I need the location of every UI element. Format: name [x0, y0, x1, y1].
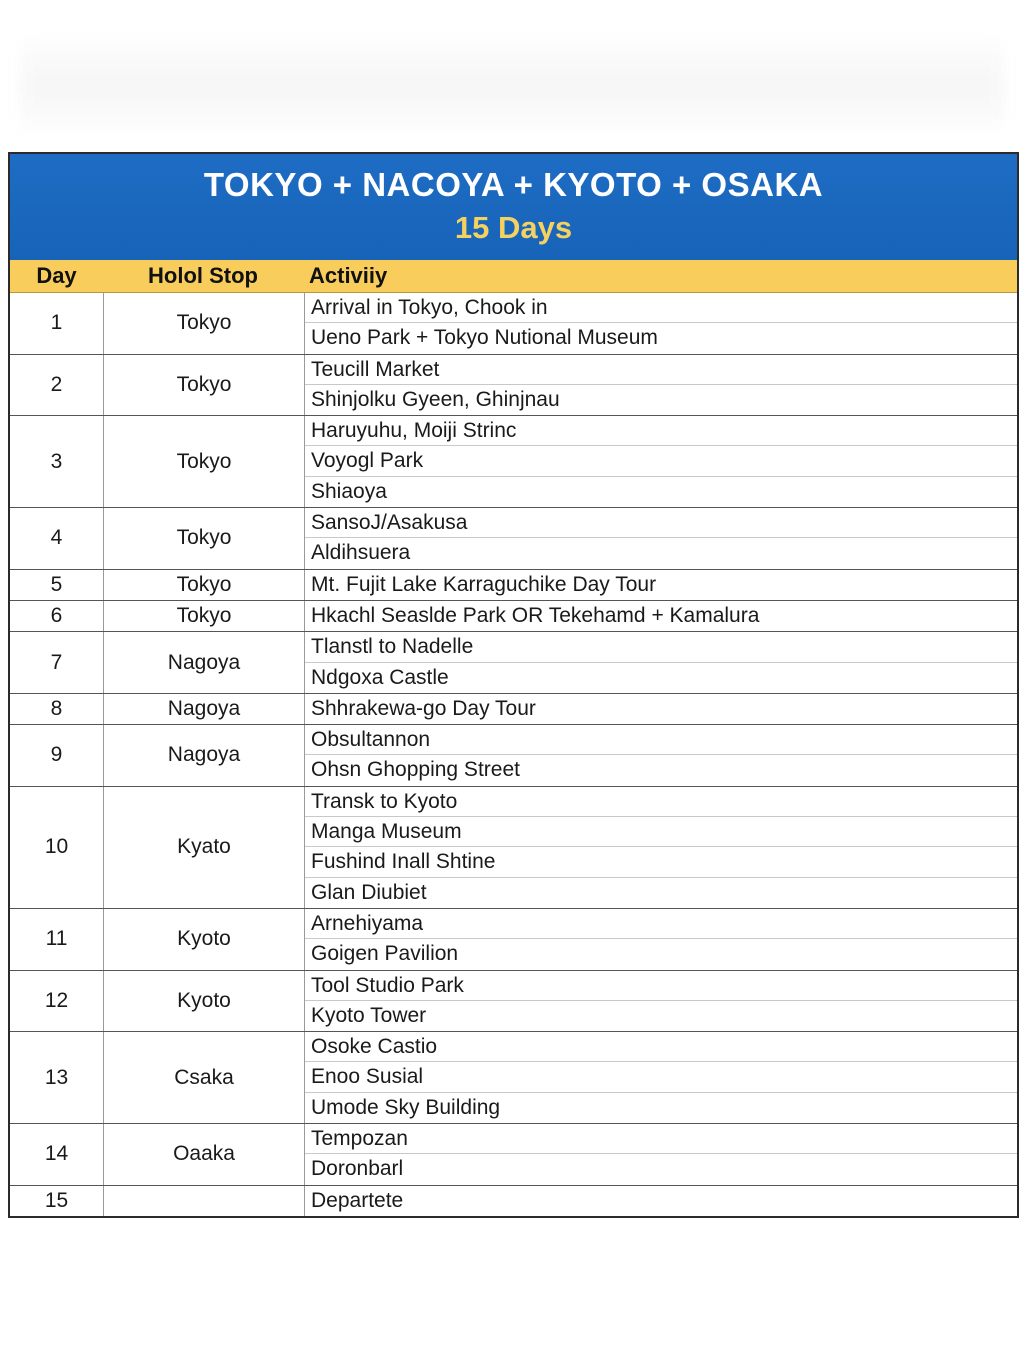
table-row [10, 570, 1017, 601]
activity-line: Haruyuhu, Moiji Strinc [305, 416, 1017, 446]
activity-line: Fushind Inall Shtine [305, 847, 1017, 877]
activity-cell [305, 909, 1017, 970]
day-cell: 14 [10, 1124, 104, 1185]
day-cell: 10 [10, 787, 104, 908]
blurred-heading [20, 40, 1004, 130]
activity-line: Transk to Kyoto [305, 787, 1017, 817]
table-row [10, 601, 1017, 632]
table-row [10, 1124, 1017, 1186]
day-cell: 11 [10, 909, 104, 970]
table-banner [10, 154, 1017, 260]
hotel-cell: Oaaka [104, 1124, 305, 1185]
day-cell: 6 [10, 601, 104, 631]
hotel-cell: Nagoya [104, 725, 305, 786]
table-body [10, 293, 1017, 1216]
activity-cell [305, 293, 1017, 354]
banner-subtitle: 15 Days [454, 210, 573, 245]
hotel-cell: Tokyo [104, 293, 305, 354]
day-cell: 5 [10, 570, 104, 600]
activity-cell [305, 416, 1017, 507]
activity-line: Ndgoxa Castle [311, 665, 449, 689]
activity-line: SansoJ/Asakusa [305, 508, 1017, 538]
day-cell: 4 [10, 508, 104, 569]
table-row [10, 632, 1017, 694]
hotel-cell: Tokyo [104, 355, 305, 416]
activity-line: Glan Diubiet [311, 880, 427, 904]
table-row [10, 971, 1017, 1033]
table-row [10, 1186, 1017, 1216]
hotel-cell: Csaka [104, 1032, 305, 1123]
table-row [10, 725, 1017, 787]
table-row [10, 1032, 1017, 1124]
hotel-cell: Tokyo [104, 570, 305, 600]
activity-line: Teucill Market [305, 355, 1017, 385]
table-row [10, 293, 1017, 355]
activity-line: Arnehiyama [305, 909, 1017, 939]
column-header-day: Day [36, 263, 77, 288]
activity-cell [305, 1186, 1017, 1216]
day-cell: 13 [10, 1032, 104, 1123]
activity-cell [305, 508, 1017, 569]
hotel-cell: Nagoya [104, 632, 305, 693]
activity-line: Shinjolku Gyeen, Ghinjnau [311, 387, 560, 411]
day-cell: 1 [10, 293, 104, 354]
activity-cell [305, 971, 1017, 1032]
hotel-cell: Kyato [104, 787, 305, 908]
activity-line: Goigen Pavilion [311, 942, 459, 966]
column-header-row [10, 260, 1017, 293]
activity-line: Tlanstl to Nadelle [305, 632, 1017, 662]
activity-cell [305, 787, 1017, 908]
activity-line: Manga Museum [305, 817, 1017, 847]
day-cell: 15 [10, 1186, 104, 1216]
activity-line: Kyoto Tower [311, 1003, 427, 1027]
hotel-cell: Tokyo [104, 416, 305, 507]
table-row [10, 694, 1017, 725]
activity-cell [305, 694, 1017, 724]
hotel-cell: Kyoto [104, 909, 305, 970]
activity-cell [305, 355, 1017, 416]
table-row [10, 508, 1017, 570]
column-header-hotel: Holol Stop [148, 263, 258, 288]
day-cell: 7 [10, 632, 104, 693]
activity-line: Doronbarl [311, 1157, 404, 1181]
hotel-cell [104, 1186, 305, 1216]
activity-line: Ueno Park + Tokyo Nutional Museum [311, 326, 658, 350]
activity-line: Mt. Fujit Lake Karraguchike Day Tour [311, 572, 657, 596]
activity-line: Obsultannon [305, 725, 1017, 755]
banner-title: TOKYO + NACOYA + KYOTO + OSAKA [203, 166, 824, 203]
day-cell: 9 [10, 725, 104, 786]
activity-line: Hkachl Seaslde Park OR Tekehamd + Kamalura [311, 603, 760, 627]
activity-line: Umode Sky Building [311, 1095, 501, 1119]
activity-line: Voyogl Park [305, 446, 1017, 476]
day-cell: 3 [10, 416, 104, 507]
day-cell: 8 [10, 694, 104, 724]
hotel-cell: Nagoya [104, 694, 305, 724]
activity-line: Tool Studio Park [305, 971, 1017, 1001]
activity-cell [305, 632, 1017, 693]
activity-line: Osoke Castio [305, 1032, 1017, 1062]
day-cell: 2 [10, 355, 104, 416]
activity-cell [305, 1124, 1017, 1185]
activity-line: Ohsn Ghopping Street [311, 758, 520, 782]
day-cell: 12 [10, 971, 104, 1032]
activity-line: Shiaoya [311, 479, 387, 503]
activity-line: Tempozan [305, 1124, 1017, 1154]
activity-cell [305, 570, 1017, 600]
itinerary-table [8, 152, 1019, 1218]
hotel-cell: Tokyo [104, 601, 305, 631]
activity-line: Aldihsuera [311, 541, 411, 565]
activity-cell [305, 601, 1017, 631]
activity-line: Enoo Susial [305, 1062, 1017, 1092]
activity-cell [305, 1032, 1017, 1123]
column-header-activity: Activiiy [309, 263, 388, 288]
activity-line: Departete [311, 1188, 404, 1212]
table-row [10, 787, 1017, 909]
activity-cell [305, 725, 1017, 786]
activity-line: Arrival in Tokyo, Chook in [305, 293, 1017, 323]
table-row [10, 416, 1017, 508]
activity-line: Shhrakewa-go Day Tour [311, 696, 536, 720]
hotel-cell: Kyoto [104, 971, 305, 1032]
hotel-cell: Tokyo [104, 508, 305, 569]
table-row [10, 355, 1017, 417]
table-row [10, 909, 1017, 971]
